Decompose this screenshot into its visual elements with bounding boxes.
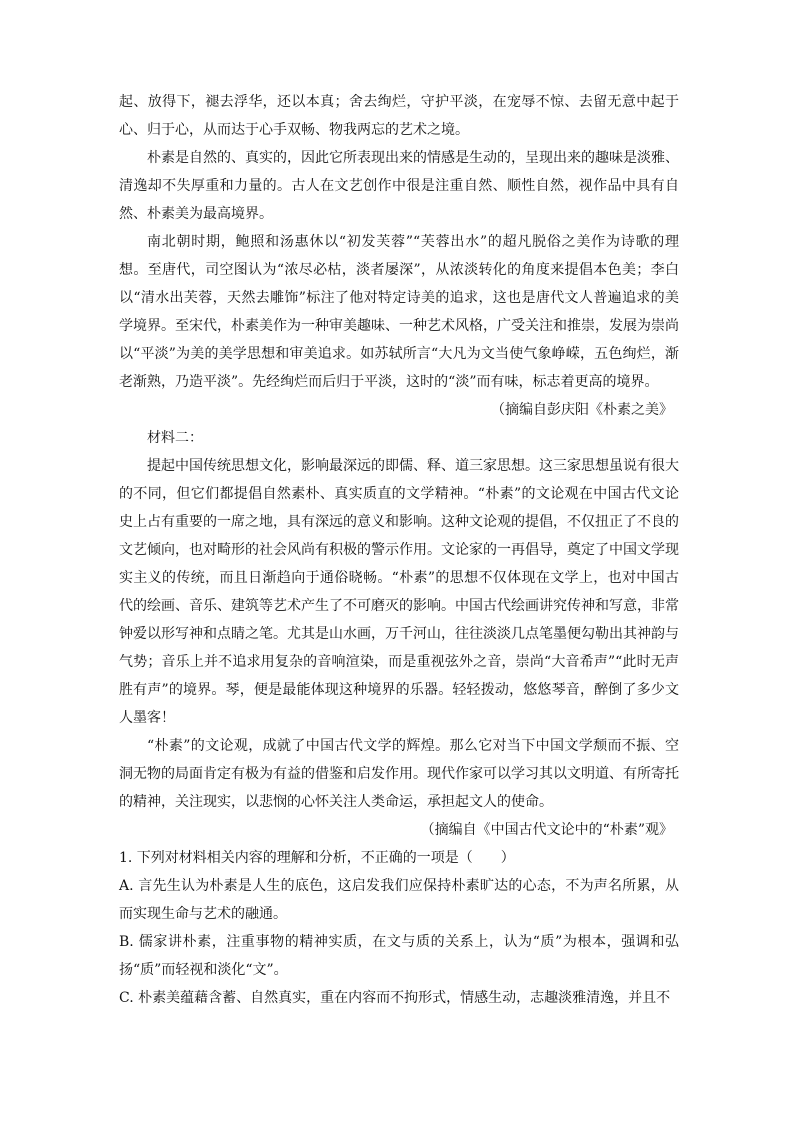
material1-paragraph-0: 起、放得下，褪去浮华，还以本真；舍去绚烂，守护平淡，在宠辱不惊、去留无意中起于心、归于心，从而达于心手双畅、物我两忘的艺术之境。 — [119, 94, 679, 138]
question1-stem: 1. 下列对材料相关内容的理解和分析，不正确的一项是（ ） — [119, 850, 515, 866]
material2-paragraph-1: 提起中国传统思想文化，影响最深远的即儒、释、道三家思想。这三家思想虽说有很大的不同，但它们都提倡自然素朴、真实质直的文学精神。“朴素”的文论观在中国古代文论史上占有重要的一席之地，具有深远的意义和影响。这种文论观的提倡，不仅扭正了不良的文艺倾向，也对畸形的社会风尚有积极的警示作用。文论家的一再倡导，奠定了中国文学现实主义的传统，而且日渐趋向于通俗晓畅。“朴素”的思想不仅体现在文学上，也对中国古代的绘画、音乐、建筑等艺术产生了不可磨灭的影响。中国古代绘画讲究传神和写意，非常钟爱以形写神和点睛之笔。尤其是山水画，万千河山，往往淡淡几点笔墨便勾勒出其神韵与气势；音乐上并不追求用复杂的音响渲染，而是重视弦外之音，崇尚“大音希声”“此时无声胜有声”的境界。琴，便是最能体现这种境界的乐器。轻轻拨动，悠悠琴音，醉倒了多少文人墨客！ — [119, 458, 679, 726]
material1-source: （摘编自彭庆阳《朴素之美》 — [491, 402, 673, 418]
material2-label: 材料二： — [147, 430, 203, 446]
material1-paragraph-2: 南北朝时期，鲍照和汤惠休以“初发芙蓉”“芙蓉出水”的超凡脱俗之美作为诗歌的理想。至唐代，司空图认为“浓尽必枯，淡者屡深”，从浓淡转化的角度来提倡本色美；李白以“清水出芙蓉，天然去雕饰”标注了他对特定诗美的追求，这也是唐代文人普遍追求的美学境界。至宋代，朴素美作为一种审美趣味、一种艺术风格，广受关注和推崇，发展为崇尚以“平淡”为美的美学思想和审美追求。如苏轼所言“大凡为文当使气象峥嵘，五色绚烂，渐老渐熟，乃造平淡”。先经绚烂而后归于平淡，这时的“淡”而有味，标志着更高的境界。 — [119, 234, 679, 390]
question1-option-b: B. 儒家讲朴素，注重事物的精神实质，在文与质的关系上，认为“质”为根本，强调和弘扬“质”而轻视和淡化“文”。 — [119, 934, 679, 978]
material2-source: （摘编自《中国古代文论中的“朴素”观》 — [420, 822, 673, 838]
material1-paragraph-1: 朴素是自然的、真实的，因此它所表现出来的情感是生动的，呈现出来的趣味是淡雅、清逸却不失厚重和力量的。古人在文艺创作中很是注重自然、顺性自然，视作品中具有自然、朴素美为最高境界。 — [119, 150, 679, 222]
question1-option-c: C. 朴素美蕴藉含蓄、自然真实，重在内容而不拘形式，情感生动，志趣淡雅清逸，并且不 — [119, 990, 671, 1006]
question1-option-a: A. 言先生认为朴素是人生的底色，这启发我们应保持朴素旷达的心态，不为声名所累，从而实现生命与艺术的融通。 — [119, 878, 679, 922]
document-page — [119, 88, 679, 1012]
material2-paragraph-2: “朴素”的文论观，成就了中国古代文学的辉煌。那么它对当下中国文学颓而不振、空洞无物的局面肯定有极为有益的借鉴和启发作用。现代作家可以学习其以文明道、有所寄托的精神，关注现实，以悲悯的心怀关注人类命运，承担起文人的使命。 — [119, 738, 679, 810]
